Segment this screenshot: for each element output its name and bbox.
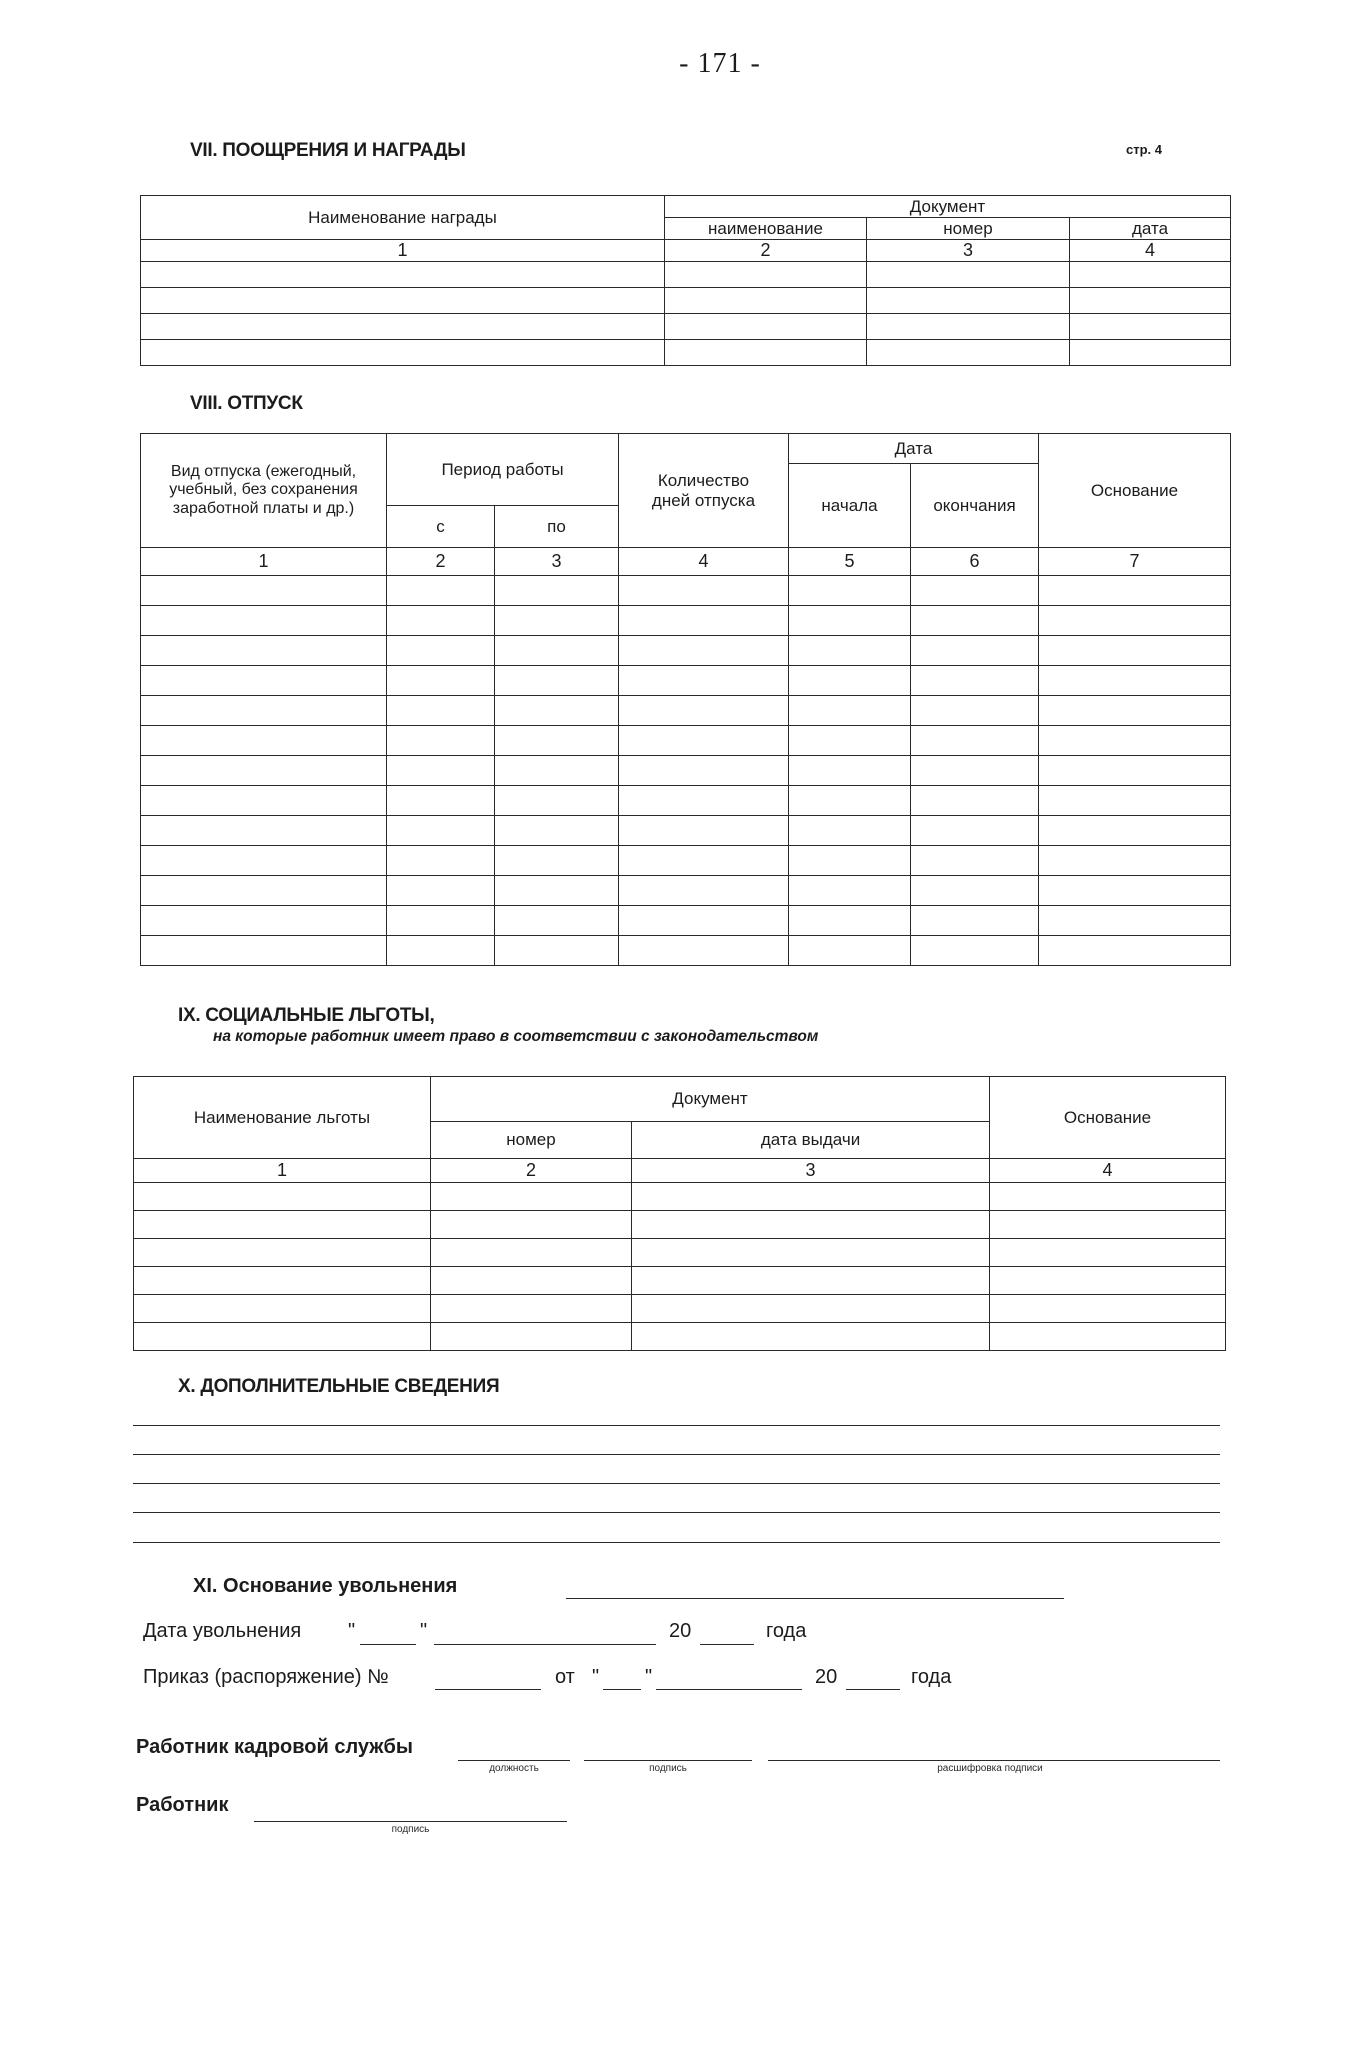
vacation-cell[interactable] [911,756,1039,786]
awards-cell[interactable] [665,287,867,313]
table-row [141,576,1231,606]
benefits-col-num: 4 [990,1159,1226,1183]
additional-section-title: X. ДОПОЛНИТЕЛЬНЫЕ СВЕДЕНИЯ [178,1376,500,1397]
awards-cell[interactable] [1070,261,1231,287]
table-row [141,696,1231,726]
vacation-cell[interactable] [387,876,495,906]
vacation-cell[interactable] [1039,666,1231,696]
awards-cell[interactable] [867,339,1070,365]
benefits-cell[interactable] [134,1295,431,1323]
awards-col-num: 1 [141,240,665,262]
vacation-cell[interactable] [619,666,789,696]
vacation-cell[interactable] [911,606,1039,636]
employee-signature-line[interactable] [254,1821,567,1822]
vacation-cell[interactable] [911,726,1039,756]
awards-cell[interactable] [141,339,665,365]
awards-cell[interactable] [665,313,867,339]
table-row [134,1211,1226,1239]
additional-line[interactable] [133,1425,1220,1426]
table-row [134,1239,1226,1267]
vacation-cell[interactable] [387,816,495,846]
order-label: Приказ (распоряжение) № [143,1666,389,1688]
benefits-table [133,1076,1226,1351]
vacation-cell[interactable] [1039,756,1231,786]
awards-col-doc-name: наименование [665,218,867,240]
awards-cell[interactable] [141,313,665,339]
hr-signature-line[interactable] [584,1760,752,1761]
dismissal-quote-open: " [348,1620,356,1642]
benefits-cell[interactable] [134,1211,431,1239]
vacation-cell[interactable] [387,906,495,936]
vacation-cell[interactable] [495,696,619,726]
vacation-col-num: 5 [789,548,911,576]
benefits-cell[interactable] [990,1295,1226,1323]
awards-cell[interactable] [141,287,665,313]
table-row [141,261,1231,287]
vacation-cell[interactable] [619,906,789,936]
table-row [141,606,1231,636]
order-year-word: года [911,1666,952,1688]
vacation-cell[interactable] [1039,696,1231,726]
vacation-cell[interactable] [387,756,495,786]
vacation-cell[interactable] [141,816,387,846]
vacation-cell[interactable] [141,666,387,696]
vacation-cell[interactable] [619,576,789,606]
vacation-cell[interactable] [911,696,1039,726]
additional-line[interactable] [133,1454,1220,1455]
vacation-cell[interactable] [495,666,619,696]
hr-worker-label: Работник кадровой службы [136,1736,413,1758]
vacation-cell[interactable] [789,636,911,666]
benefits-col-num: 3 [632,1159,990,1183]
vacation-cell[interactable] [387,606,495,636]
benefits-cell[interactable] [431,1267,632,1295]
benefits-col-issue-date: дата выдачи [632,1122,990,1159]
table-row [134,1183,1226,1211]
vacation-cell[interactable] [789,696,911,726]
vacation-cell[interactable] [141,576,387,606]
vacation-cell[interactable] [495,906,619,936]
dismissal-title: XI. Основание увольнения [193,1575,458,1597]
vacation-table [140,433,1231,966]
vacation-cell[interactable] [619,936,789,966]
page-number: - 171 - [679,48,761,79]
vacation-cell[interactable] [789,666,911,696]
awards-col-doc-date: дата [1070,218,1231,240]
benefits-cell[interactable] [632,1211,990,1239]
vacation-col-to: по [495,506,619,548]
vacation-cell[interactable] [495,576,619,606]
vacation-cell[interactable] [1039,816,1231,846]
table-row [141,287,1231,313]
vacation-col-num: 6 [911,548,1039,576]
awards-cell[interactable] [1070,313,1231,339]
vacation-cell[interactable] [495,786,619,816]
awards-cell[interactable] [867,287,1070,313]
vacation-cell[interactable] [789,606,911,636]
vacation-cell[interactable] [387,576,495,606]
vacation-cell[interactable] [789,846,911,876]
hr-decoding-line[interactable] [768,1760,1220,1761]
vacation-col-end: окончания [911,464,1039,548]
vacation-cell[interactable] [1039,846,1231,876]
vacation-cell[interactable] [141,846,387,876]
dismissal-quote-close: " [420,1620,428,1642]
additional-line[interactable] [133,1483,1220,1484]
table-row [141,756,1231,786]
vacation-cell[interactable] [789,876,911,906]
vacation-cell[interactable] [495,606,619,636]
benefits-cell[interactable] [990,1239,1226,1267]
page-label: стр. 4 [1126,142,1162,157]
vacation-cell[interactable] [911,666,1039,696]
vacation-cell[interactable] [1039,906,1231,936]
benefits-col-num: 1 [134,1159,431,1183]
vacation-col-num: 3 [495,548,619,576]
awards-cell[interactable] [1070,287,1231,313]
dismissal-century: 20 [669,1620,692,1642]
table-row [134,1295,1226,1323]
vacation-cell[interactable] [1039,936,1231,966]
table-row [141,726,1231,756]
order-month-line[interactable] [656,1689,802,1690]
awards-cell[interactable] [867,313,1070,339]
benefits-cell[interactable] [632,1267,990,1295]
table-row [141,876,1231,906]
awards-section-title: VII. ПООЩРЕНИЯ И НАГРАДЫ [190,140,466,161]
vacation-cell[interactable] [141,906,387,936]
benefits-cell[interactable] [431,1183,632,1211]
order-from-word: от [555,1666,575,1688]
benefits-col-document: Документ [431,1077,990,1122]
vacation-cell[interactable] [495,726,619,756]
benefits-col-num: 2 [431,1159,632,1183]
table-row [141,786,1231,816]
vacation-cell[interactable] [619,696,789,726]
awards-col-num: 3 [867,240,1070,262]
vacation-cell[interactable] [911,876,1039,906]
vacation-cell[interactable] [141,696,387,726]
vacation-cell[interactable] [789,786,911,816]
dismissal-month-line[interactable] [434,1644,656,1645]
order-day-line[interactable] [603,1689,641,1690]
order-century: 20 [815,1666,838,1688]
table-row [141,936,1231,966]
vacation-col-period: Период работы [387,434,619,506]
vacation-cell[interactable] [619,816,789,846]
vacation-col-date: Дата [789,434,1039,464]
dismissal-date-label: Дата увольнения [143,1620,302,1642]
vacation-cell[interactable] [387,666,495,696]
table-row [141,846,1231,876]
benefits-cell[interactable] [134,1183,431,1211]
awards-cell[interactable] [1070,339,1231,365]
vacation-section-title: VIII. ОТПУСК [190,393,303,414]
table-row [141,906,1231,936]
awards-cell[interactable] [665,261,867,287]
vacation-col-type: Вид отпуска (ежегодный, учебный, без сохранения заработной платы и др.) [141,434,387,548]
vacation-cell[interactable] [619,606,789,636]
vacation-cell[interactable] [1039,786,1231,816]
vacation-cell[interactable] [619,786,789,816]
vacation-col-num: 1 [141,548,387,576]
awards-col-document: Документ [665,196,1231,218]
vacation-cell[interactable] [619,636,789,666]
vacation-col-days: Количество дней отпуска [619,434,789,548]
vacation-cell[interactable] [495,756,619,786]
vacation-cell[interactable] [141,636,387,666]
benefits-col-name: Наименование льготы [134,1077,431,1159]
vacation-cell[interactable] [911,786,1039,816]
vacation-cell[interactable] [911,846,1039,876]
table-row [141,313,1231,339]
vacation-cell[interactable] [141,726,387,756]
awards-col-num: 2 [665,240,867,262]
table-row [141,339,1231,365]
dismissal-year-line[interactable] [700,1644,754,1645]
vacation-cell[interactable] [387,786,495,816]
vacation-cell[interactable] [789,726,911,756]
dismissal-day-line[interactable] [360,1644,416,1645]
vacation-cell[interactable] [387,936,495,966]
benefits-section-title: IX. СОЦИАЛЬНЫЕ ЛЬГОТЫ, [178,1005,435,1026]
vacation-cell[interactable] [911,816,1039,846]
benefits-cell[interactable] [632,1323,990,1351]
hr-signature-caption: подпись [649,1763,687,1774]
vacation-cell[interactable] [619,756,789,786]
table-row [134,1267,1226,1295]
additional-line[interactable] [133,1542,1220,1543]
vacation-cell[interactable] [495,816,619,846]
vacation-cell[interactable] [619,726,789,756]
employee-label: Работник [136,1794,229,1816]
benefits-cell[interactable] [632,1239,990,1267]
awards-cell[interactable] [665,339,867,365]
vacation-cell[interactable] [1039,606,1231,636]
benefits-cell[interactable] [990,1211,1226,1239]
benefits-cell[interactable] [431,1239,632,1267]
order-quote-open: " [592,1666,600,1688]
vacation-cell[interactable] [789,576,911,606]
awards-col-name: Наименование награды [141,196,665,240]
hr-position-line[interactable] [458,1760,570,1761]
benefits-cell[interactable] [990,1323,1226,1351]
dismissal-basis-line[interactable] [566,1598,1064,1599]
vacation-cell[interactable] [387,696,495,726]
vacation-cell[interactable] [495,636,619,666]
vacation-cell[interactable] [911,906,1039,936]
employee-signature-caption: подпись [391,1824,430,1835]
additional-line[interactable] [133,1512,1220,1513]
vacation-cell[interactable] [141,786,387,816]
vacation-cell[interactable] [789,756,911,786]
benefits-cell[interactable] [632,1295,990,1323]
vacation-cell[interactable] [789,936,911,966]
vacation-col-start: начала [789,464,911,548]
vacation-cell[interactable] [387,846,495,876]
vacation-col-from: с [387,506,495,548]
vacation-cell[interactable] [619,876,789,906]
vacation-cell[interactable] [1039,576,1231,606]
benefits-cell[interactable] [431,1323,632,1351]
benefits-cell[interactable] [134,1239,431,1267]
awards-table [140,195,1231,366]
vacation-cell[interactable] [619,846,789,876]
benefits-cell[interactable] [990,1183,1226,1211]
order-number-line[interactable] [435,1689,541,1690]
benefits-cell[interactable] [632,1183,990,1211]
vacation-cell[interactable] [141,606,387,636]
order-year-line[interactable] [846,1689,900,1690]
dismissal-year-word: года [766,1620,807,1642]
vacation-cell[interactable] [141,936,387,966]
awards-col-doc-number: номер [867,218,1070,240]
table-row [134,1323,1226,1351]
vacation-cell[interactable] [495,936,619,966]
vacation-col-num: 7 [1039,548,1231,576]
hr-decoding-caption: расшифровка подписи [937,1763,1043,1774]
awards-col-num: 4 [1070,240,1231,262]
benefits-cell[interactable] [431,1295,632,1323]
vacation-cell[interactable] [141,756,387,786]
benefits-col-basis: Основание [990,1077,1226,1159]
vacation-cell[interactable] [141,876,387,906]
table-row [141,636,1231,666]
table-row [141,666,1231,696]
vacation-cell[interactable] [789,906,911,936]
vacation-cell[interactable] [495,846,619,876]
vacation-cell[interactable] [387,726,495,756]
awards-cell[interactable] [141,261,665,287]
benefits-cell[interactable] [134,1323,431,1351]
hr-position-caption: должность [489,1763,539,1774]
order-quote-close: " [645,1666,653,1688]
awards-cell[interactable] [867,261,1070,287]
vacation-cell[interactable] [789,816,911,846]
vacation-cell[interactable] [1039,876,1231,906]
vacation-cell[interactable] [387,636,495,666]
vacation-cell[interactable] [911,636,1039,666]
vacation-cell[interactable] [1039,726,1231,756]
benefits-section-subtitle: на которые работник имеет право в соответствии с законодательством [213,1028,819,1045]
vacation-cell[interactable] [911,936,1039,966]
vacation-cell[interactable] [495,876,619,906]
vacation-col-basis: Основание [1039,434,1231,548]
benefits-col-number: номер [431,1122,632,1159]
vacation-col-num: 2 [387,548,495,576]
vacation-cell[interactable] [911,576,1039,606]
benefits-cell[interactable] [431,1211,632,1239]
vacation-col-num: 4 [619,548,789,576]
table-row [141,816,1231,846]
vacation-cell[interactable] [1039,636,1231,666]
benefits-cell[interactable] [134,1267,431,1295]
benefits-cell[interactable] [990,1267,1226,1295]
